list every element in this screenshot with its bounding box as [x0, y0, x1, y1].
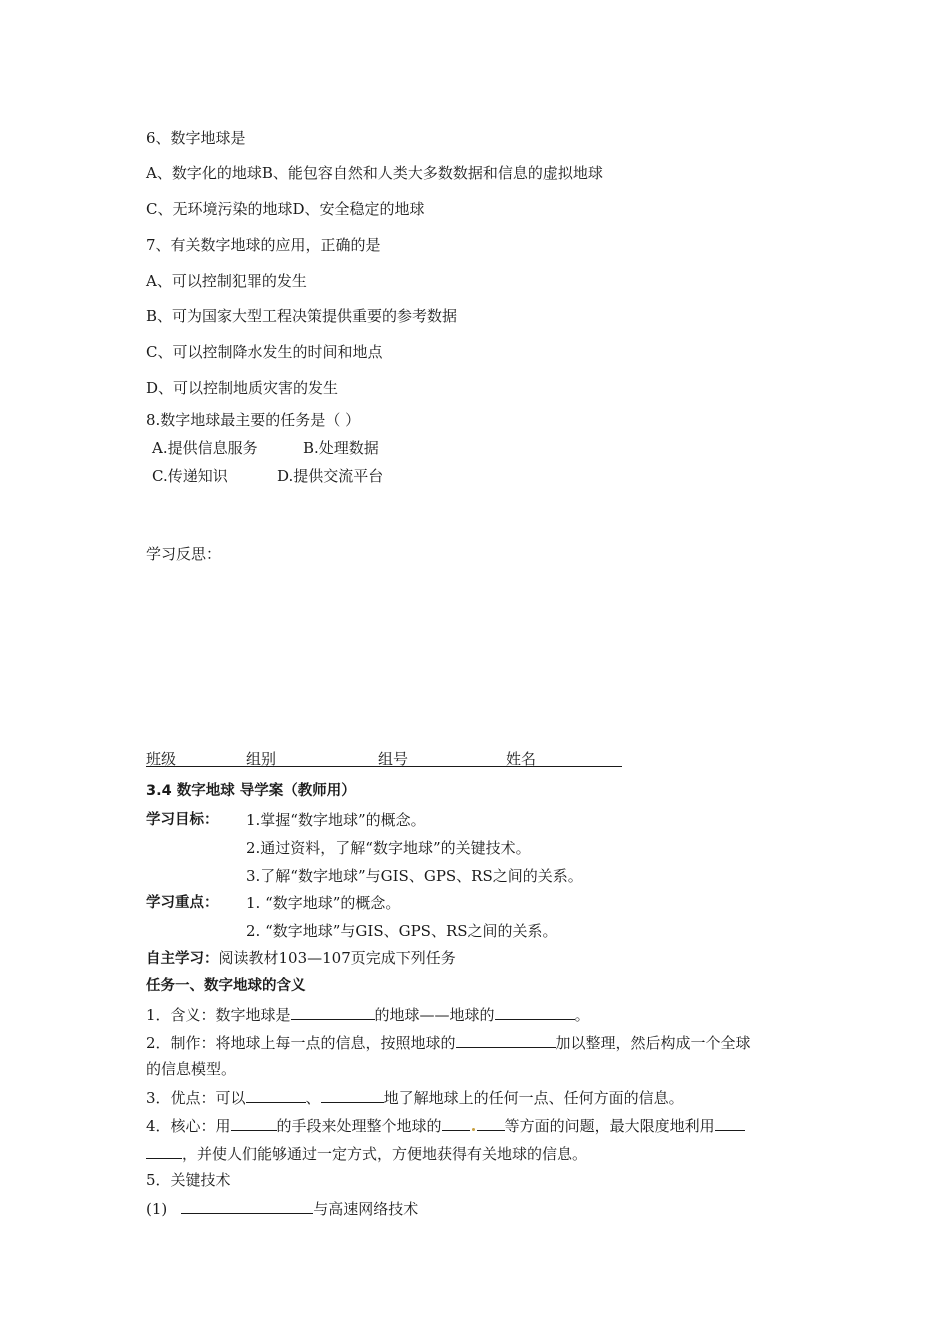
- item-3-text-b: 、: [305, 1089, 321, 1107]
- question-6-options-ab: A、数字化的地球B、能包容自然和人类大多数数据和信息的虚拟地球: [146, 164, 603, 182]
- fill-blank[interactable]: [246, 1087, 306, 1103]
- item-2-text-a: 2．制作：将地球上每一点的信息，按照地球的: [146, 1034, 456, 1052]
- mark-dot: [472, 1128, 475, 1131]
- fill-blank[interactable]: [146, 1143, 182, 1159]
- fill-blank[interactable]: [321, 1087, 384, 1103]
- fill-blank[interactable]: [291, 1004, 375, 1020]
- fill-blank[interactable]: [495, 1004, 575, 1020]
- goal-item: 1.掌握“数字地球”的概念。: [246, 811, 426, 829]
- class-label: 班级: [146, 750, 177, 768]
- focus-item: 1. “数字地球”的概念。: [246, 894, 401, 912]
- task1-item-3: [146, 1087, 684, 1108]
- fill-blank[interactable]: [715, 1115, 745, 1131]
- item-4-text-a: 4．核心：用: [146, 1117, 231, 1135]
- question-8-option-a: A.提供信息服务: [152, 439, 258, 457]
- reflection-label: 学习反思：: [146, 545, 222, 563]
- item-1-text-c: 。: [574, 1006, 590, 1024]
- item-4-text-b: 的手段来处理整个地球的: [276, 1117, 442, 1135]
- page-title: 3.4 数字地球 导学案（教师用）: [146, 783, 356, 799]
- question-8: 8.数字地球最主要的任务是（ ）: [146, 411, 361, 429]
- question-6: 6、数字地球是: [146, 129, 246, 147]
- fill-blank[interactable]: [231, 1115, 277, 1131]
- item-2-text-b: 加以整理，然后构成一个全球: [555, 1034, 751, 1052]
- question-8-option-b: B.处理数据: [303, 439, 379, 457]
- task1-item-5-1: [146, 1198, 418, 1219]
- fill-blank[interactable]: [442, 1115, 470, 1131]
- self-study-label: 自主学习：: [146, 951, 219, 967]
- item-4-text-d: ，并使人们能够通过一定方式，方便地获得有关地球的信息。: [182, 1145, 588, 1163]
- focus-label: 学习重点：: [146, 895, 219, 911]
- item-5-1-number: (1): [146, 1200, 168, 1218]
- group-number-label: 组号: [378, 750, 409, 768]
- fill-blank[interactable]: [456, 1032, 556, 1048]
- fill-blank[interactable]: [477, 1115, 505, 1131]
- task1-item-4: [146, 1115, 745, 1136]
- item-1-text-b: 的地球——地球的: [374, 1006, 495, 1024]
- task1-item-5: 5．关键技术: [146, 1171, 231, 1189]
- question-7-option-d: D、可以控制地质灾害的发生: [146, 379, 339, 397]
- task1-item-2: [146, 1032, 751, 1053]
- item-1-text-a: 1．含义：数字地球是: [146, 1006, 291, 1024]
- goal-item: 3.了解“数字地球”与GIS、GPS、RS之间的关系。: [246, 867, 583, 885]
- group-label: 组别: [246, 750, 277, 768]
- item-4-text-c: 等方面的问题，最大限度地利用: [504, 1117, 715, 1135]
- question-6-options-cd: C、无环境污染的地球D、安全稳定的地球: [146, 200, 425, 218]
- item-3-text-a: 3．优点：可以: [146, 1089, 246, 1107]
- task1-title: 任务一、数字地球的含义: [146, 978, 306, 994]
- item-5-1-text: 与高速网络技术: [313, 1200, 419, 1218]
- name-label: 姓名: [506, 750, 537, 768]
- question-7-option-a: A、可以控制犯罪的发生: [146, 272, 307, 290]
- task1-item-1: [146, 1004, 590, 1025]
- goals-label: 学习目标：: [146, 812, 219, 828]
- goal-item: 2.通过资料，了解“数字地球”的关键技术。: [246, 839, 531, 857]
- header-underline: [146, 766, 622, 767]
- self-study-line: [146, 948, 456, 969]
- question-7-option-b: B、可为国家大型工程决策提供重要的参考数据: [146, 307, 458, 325]
- question-7: 7、有关数字地球的应用，正确的是: [146, 236, 381, 254]
- task1-item-4-cont: [146, 1143, 587, 1164]
- item-3-text-c: 地了解地球上的任何一点、任何方面的信息。: [383, 1089, 684, 1107]
- question-7-option-c: C、可以控制降水发生的时间和地点: [146, 343, 383, 361]
- question-8-option-c: C.传递知识: [152, 467, 228, 485]
- focus-item: 2. “数字地球”与GIS、GPS、RS之间的关系。: [246, 922, 558, 940]
- question-8-option-d: D.提供交流平台: [277, 467, 384, 485]
- fill-blank[interactable]: [181, 1198, 313, 1214]
- self-study-text: 阅读教材103—107页完成下列任务: [218, 949, 456, 967]
- task1-item-2-cont: 的信息模型。: [146, 1060, 237, 1078]
